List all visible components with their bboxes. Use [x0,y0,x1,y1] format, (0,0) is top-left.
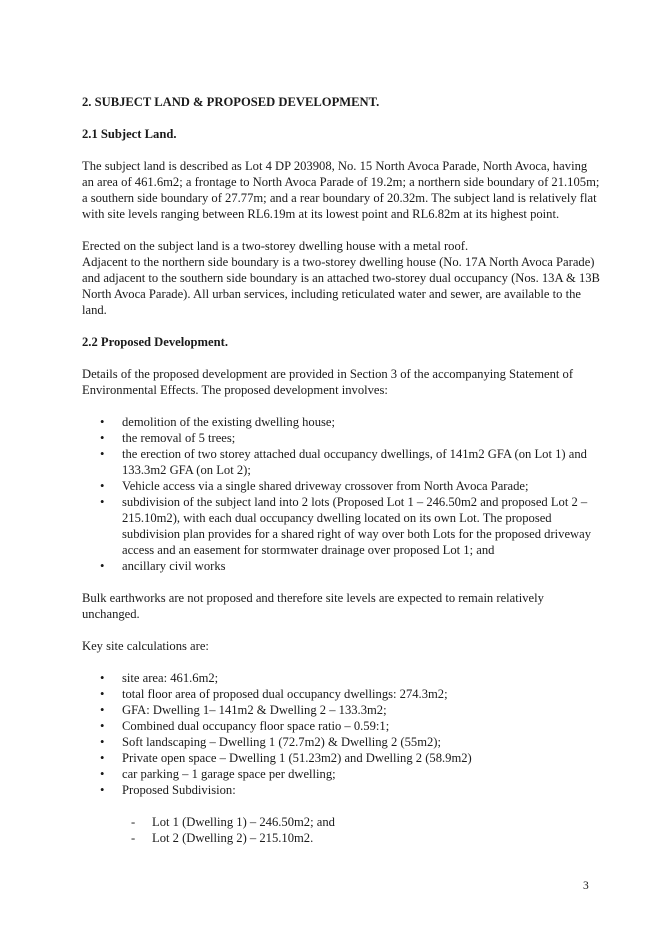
subject-land-description: The subject land is described as Lot 4 DP 203908, No. 15 North Avoca Parade, North Avoca, having an area of 461.6m2; a frontage to North Avoca Parade of 19.2m; a northern side boundary of 21.105m; a southern side boundary of 27.77m; and a rear boundary of 20.32m. The subject land is relatively flat with site levels ranging between RL6.19m at its lowest point and RL6.82m at its highest point. [82,159,600,221]
list-item: • GFA: Dwelling 1– 141m2 & Dwelling 2 – 133.3m2; [82,702,602,718]
existing-dwelling-text: Erected on the subject land is a two-storey dwelling house with a metal roof. [82,239,469,253]
list-item: - Lot 1 (Dwelling 1) – 246.50m2; and [82,814,602,830]
key-calculations-intro: Key site calculations are: [82,639,209,653]
proposed-development-intro: Details of the proposed development are provided in Section 3 of the accompanying Statement of Environmental Effects. The proposed development involves: [82,367,574,397]
list-item: • Vehicle access via a single shared driveway crossover from North Avoca Parade; [82,478,602,494]
list-item: • Private open space – Dwelling 1 (51.23m2) and Dwelling 2 (58.9m2) [82,750,602,766]
list-item: • the erection of two storey attached dual occupancy dwellings, of 141m2 GFA (on Lot 1) and 133.3m2 GFA (on Lot 2); [82,446,602,478]
list-item: • Combined dual occupancy floor space ratio – 0.59:1; [82,718,602,734]
page-number: 3 [583,880,589,892]
subject-land-context [82,238,602,318]
document-page [82,94,602,846]
list-spacer [82,798,602,814]
list-item: • ancillary civil works [82,558,602,574]
earthworks-paragraph: Bulk earthworks are not proposed and therefore site levels are expected to remain relatively unchanged. [82,591,544,621]
adjacent-properties-text: Adjacent to the northern side boundary is a two-storey dwelling house (No. 17A North Avoca Parade) and adjacent to the southern side boundary is an attached two-storey dual occupancy (Nos. 13A & 13B North Avoca Parade). All urban services, including reticulated water and sewer, are available to the land. [82,255,600,317]
list-item: • Proposed Subdivision: [82,782,602,798]
subject-land-heading: 2.1 Subject Land. [82,127,177,141]
list-item: • the removal of 5 trees; [82,430,602,446]
list-item: • Soft landscaping – Dwelling 1 (72.7m2) & Dwelling 2 (55m2); [82,734,602,750]
list-item: • demolition of the existing dwelling house; [82,414,602,430]
subdivision-list [82,814,602,846]
list-item: • subdivision of the subject land into 2 lots (Proposed Lot 1 – 246.50m2 and proposed Lot 2 – 215.10m2), with each dual occupancy dwelling located on its own Lot. The proposed subdivision plan provides for a shared right of way over both Lots for the proposed driveway access and an easement for stormwater drainage over proposed Lot 1; and [82,494,602,558]
list-item: • total floor area of proposed dual occupancy dwellings: 274.3m2; [82,686,602,702]
list-item: • car parking – 1 garage space per dwelling; [82,766,602,782]
list-item: - Lot 2 (Dwelling 2) – 215.10m2. [82,830,602,846]
list-item: • site area: 461.6m2; [82,670,602,686]
key-calculations-list [82,670,602,798]
development-items-list [82,414,602,574]
section-heading: 2. SUBJECT LAND & PROPOSED DEVELOPMENT. [82,95,380,109]
proposed-development-heading: 2.2 Proposed Development. [82,335,228,349]
